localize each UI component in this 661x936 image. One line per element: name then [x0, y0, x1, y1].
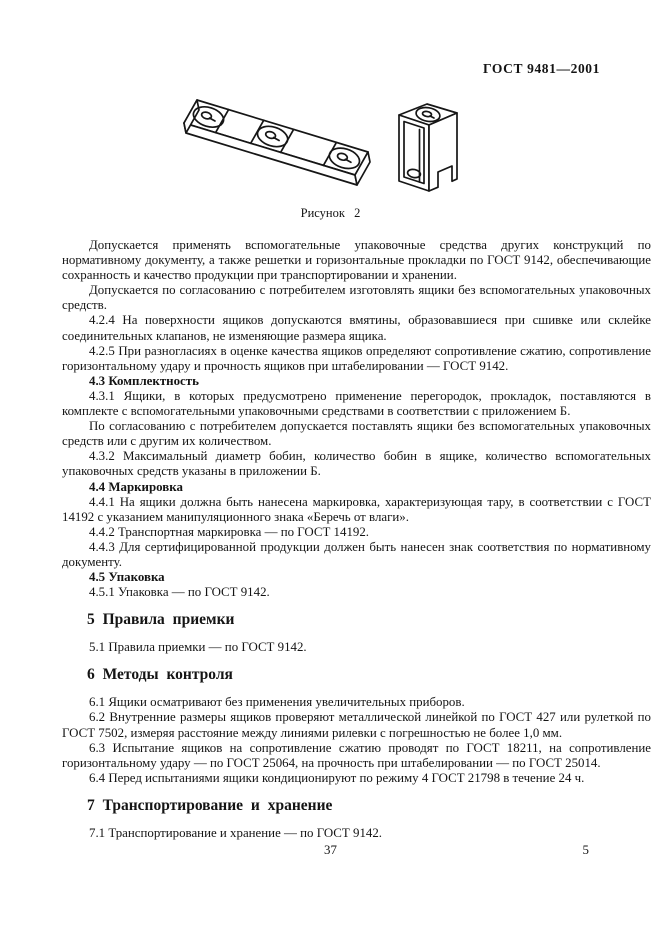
subsection-heading: 4.3 Комплектность [89, 373, 199, 388]
figure-caption: Рисунок 2 [300, 206, 361, 220]
paragraph: 4.4.2 Транспортная маркировка — по ГОСТ 14192. [89, 524, 370, 539]
content-blocks [62, 238, 651, 841]
paragraph: 4.4.3 Для сертифицированной продукции должен быть нанесен знак соответствия по нормативному документу. [62, 539, 651, 569]
document-number-header: ГОСТ 9481—2001 [483, 61, 600, 76]
paragraph: 5.1 Правила приемки — по ГОСТ 9142. [89, 640, 307, 655]
paragraph: 6.3 Испытание ящиков на сопротивление сжатию проводят по ГОСТ 18211, на сопротивление горизонтальному удару — по ГОСТ 25064, на прочность при штабелировании — по ГОСТ 25014. [62, 740, 651, 770]
paragraph: 6.2 Внутренние размеры ящиков проверяют металлической линейкой по ГОСТ 427 или рулеткой по ГОСТ 7502, измеряя расстояние между линиями рилевки с погрешностью не более 1,0 мм. [62, 710, 651, 740]
section-heading: 7 Транспортирование и хранение [87, 796, 333, 814]
paragraph: 6.1 Ящики осматривают без применения увеличительных приборов. [89, 695, 465, 710]
figure-2 [0, 87, 661, 221]
page-footer [0, 843, 661, 858]
section-heading: 5 Правила приемки [87, 611, 235, 629]
paragraph: 4.3.1 Ящики, в которых предусмотрено применение перегородок, прокладок, поставляются в комплекте с вспомогательными упаковочными средствами в соответствии с приложением Б. [62, 388, 651, 419]
paragraph: 4.2.4 На поверхности ящиков допускаются вмятины, образовавшиеся при сшивке или склейке соединительных клапанов, не изменяющие размера ящика. [62, 313, 651, 343]
paragraph: По согласованию с потребителем допускается поставлять ящики без вспомогательных упаковочных средств или с другим их количеством. [62, 419, 651, 449]
figure-2-drawing [0, 87, 661, 199]
subsection-heading: 4.5 Упаковка [89, 570, 165, 585]
paragraph: Допускается применять вспомогательные упаковочные средства других конструкций по нормативному документу, а также решетки и горизонтальные прокладки по ГОСТ 9142, обеспечивающие сохранность и качество продукции при транспортировании и хранении. [62, 238, 651, 283]
paragraph: 4.4.1 На ящики должна быть нанесена маркировка, характеризующая тару, в соответствии с ГОСТ 14192 с указанием манипуляционного знака «Беречь от влаги». [62, 494, 651, 524]
sleeve-box-drawing [399, 104, 457, 191]
paragraph: 6.4 Перед испытаниями ящики кондиционируют по режиму 4 ГОСТ 21798 в течение 24 ч. [89, 770, 585, 785]
paragraph: Допускается по согласованию с потребителем изготовлять ящики без вспомогательных упаковочных средств. [62, 283, 651, 313]
paragraph: 7.1 Транспортирование и хранение — по ГОСТ 9142. [89, 825, 382, 840]
paragraph: 4.3.2 Максимальный диаметр бобин, количество бобин в ящике, количество вспомогательных упаковочных средств указаны в приложении Б. [62, 449, 651, 479]
subsection-heading: 4.4 Маркировка [89, 479, 183, 494]
page-number: 5 [582, 843, 589, 857]
spacer-bar-drawing [184, 100, 370, 185]
sheet-number: 37 [324, 843, 337, 857]
paragraph: 4.5.1 Упаковка — по ГОСТ 9142. [89, 585, 270, 600]
paragraph: 4.2.5 При разногласиях в оценке качества ящиков определяют сопротивление сжатию, сопротивление горизонтальному удару и прочность ящиков при штабелировании — ГОСТ 9142. [62, 343, 651, 373]
section-heading: 6 Методы контроля [87, 666, 233, 684]
